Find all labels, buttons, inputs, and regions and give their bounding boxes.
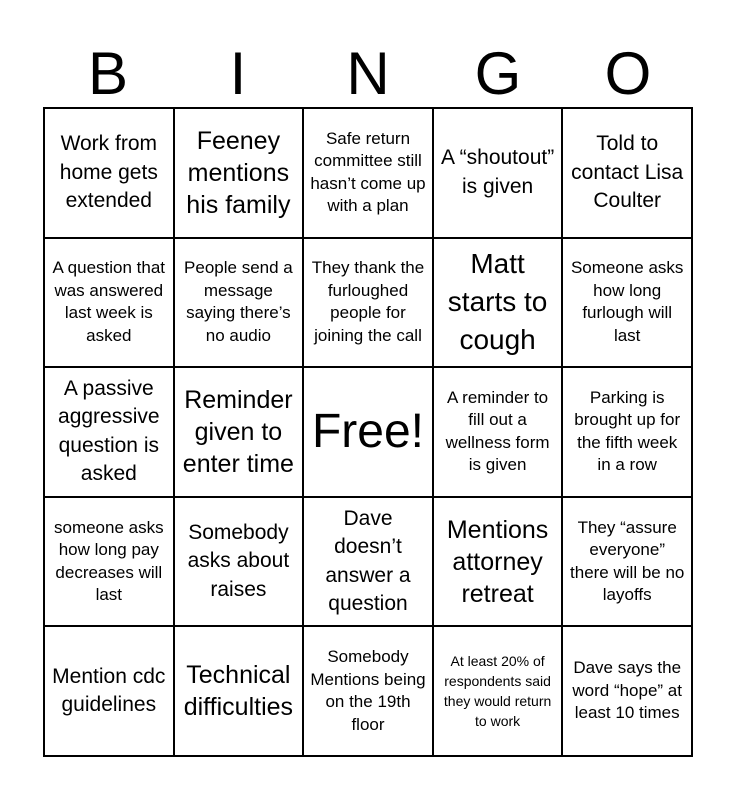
- bingo-cell-r2c1[interactable]: [44, 238, 174, 368]
- bingo-cell-text: someone asks how long pay decreases will last: [53, 517, 164, 605]
- bingo-cell-text: At least 20% of respondents said they would return to work: [443, 653, 552, 730]
- bingo-cell-text: People send a message saying there’s no audio: [184, 258, 293, 345]
- bingo-cell-text: Reminder given to enter time: [182, 385, 294, 478]
- bingo-cell-r1c5[interactable]: [562, 108, 692, 238]
- bingo-cell-r4c2[interactable]: [174, 497, 304, 627]
- bingo-board: [43, 107, 693, 757]
- bingo-cell-text: Dave says the word “hope” at least 10 times: [572, 658, 682, 723]
- bingo-cell-r1c2[interactable]: [174, 108, 304, 238]
- header-letter-o: O: [604, 40, 652, 107]
- bingo-cell-text: Matt starts to cough: [447, 248, 548, 356]
- header-letter-i: I: [229, 40, 247, 107]
- bingo-cell-r5c2[interactable]: [174, 626, 304, 756]
- bingo-cell-text: A passive aggressive question is asked: [58, 376, 160, 486]
- bingo-cell-r5c1[interactable]: [44, 626, 174, 756]
- bingo-cell-text: A question that was answered last week is asked: [52, 258, 166, 345]
- bingo-cell-r2c4[interactable]: [433, 238, 563, 368]
- bingo-cell-text: Someone asks how long furlough will last: [570, 258, 684, 345]
- bingo-cell-r5c4[interactable]: [433, 626, 563, 756]
- bingo-cell-r5c5[interactable]: [562, 626, 692, 756]
- bingo-cell-r1c4[interactable]: [433, 108, 563, 238]
- bingo-cell-text: Work from home gets extended: [59, 132, 158, 213]
- bingo-cell-r3c4[interactable]: [433, 367, 563, 497]
- bingo-cell-text: A reminder to fill out a wellness form is given: [445, 387, 550, 475]
- bingo-cell-text: Mention cdc guidelines: [52, 664, 166, 717]
- bingo-cell-r5c3[interactable]: [303, 626, 433, 756]
- bingo-cell-r2c5[interactable]: [562, 238, 692, 368]
- bingo-cell-r2c3[interactable]: [303, 238, 433, 368]
- header-letter-n: N: [346, 40, 390, 107]
- bingo-cell-r3c5[interactable]: [562, 367, 692, 497]
- bingo-header: [43, 40, 693, 108]
- header-letter-b: B: [87, 40, 129, 107]
- bingo-cell-r1c1[interactable]: [44, 108, 174, 238]
- free-space-text: Free!: [311, 404, 424, 458]
- bingo-cell-r4c1[interactable]: [44, 497, 174, 627]
- bingo-cell-r4c5[interactable]: [562, 497, 692, 627]
- bingo-cell-text: Somebody Mentions being on the 19th floor: [310, 647, 426, 734]
- bingo-cell-text: Somebody asks about raises: [187, 520, 290, 601]
- bingo-cell-text: They thank the furloughed people for joining the call: [311, 258, 425, 345]
- bingo-cell-text: Mentions attorney retreat: [446, 515, 549, 608]
- bingo-cell-free[interactable]: [303, 367, 433, 497]
- bingo-cell-text: Technical difficulties: [183, 661, 294, 722]
- bingo-cell-r1c3[interactable]: [303, 108, 433, 238]
- bingo-cell-r4c4[interactable]: [433, 497, 563, 627]
- bingo-cell-text: Dave doesn’t answer a question: [325, 506, 411, 616]
- bingo-cell-r2c2[interactable]: [174, 238, 304, 368]
- bingo-cell-text: Parking is brought up for the fifth week in a row: [574, 387, 681, 475]
- bingo-cell-r3c1[interactable]: [44, 367, 174, 497]
- bingo-cell-text: They “assure everyone” there will be no layoffs: [570, 517, 685, 605]
- bingo-cell-text: A “shoutout” is given: [440, 146, 555, 198]
- header-letter-g: G: [474, 40, 522, 107]
- bingo-cell-text: Safe return committee still hasn’t come up with a plan: [310, 128, 426, 216]
- bingo-cell-r3c2[interactable]: [174, 367, 304, 497]
- bingo-cell-text: Told to contact Lisa Coulter: [571, 132, 684, 213]
- bingo-cell-r4c3[interactable]: [303, 497, 433, 627]
- bingo-cell-text: Feeney mentions his family: [186, 126, 291, 219]
